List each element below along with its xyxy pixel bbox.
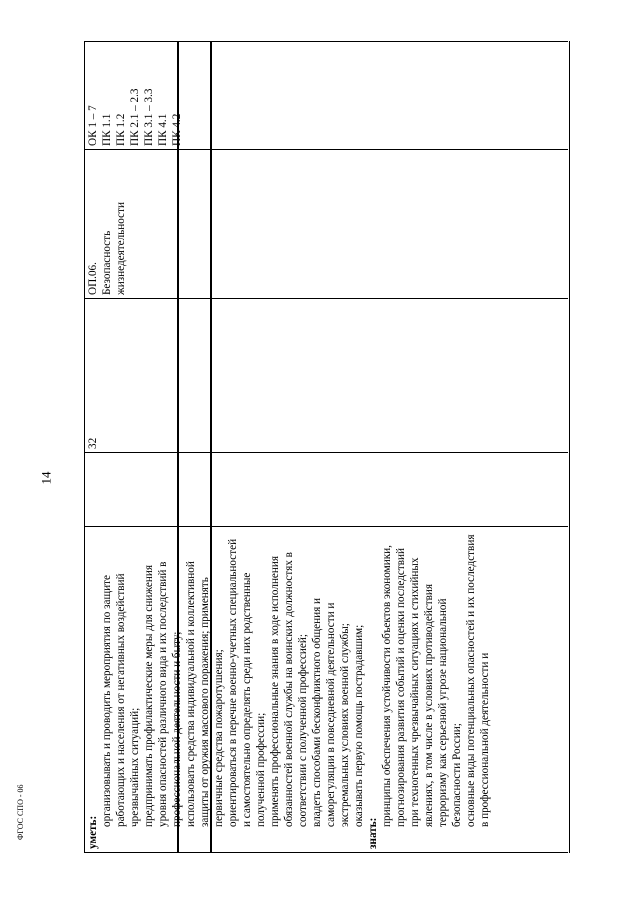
competency-item: ПК 1.2	[115, 113, 127, 146]
skill-item: организовывать и проводить мероприятия по защите работающих и населения от негативных воздействий чрезвычайных ситуаций;	[101, 573, 141, 827]
competency-item: ПК 4.2	[171, 113, 183, 146]
skill-item: использовать средства индивидуальной и коллективной защиты от оружия массового поражения; применять первичные средства пожаротушения;	[185, 561, 225, 827]
footer-code: ФГОС СПО - 06	[16, 784, 25, 840]
skill-item: оказывать первую помощь пострадавшим;	[353, 624, 365, 827]
knowledge-heading: знать:	[367, 817, 379, 849]
skill-item: владеть способами бесконфликтного общения и саморегуляции в повседневной деятельности и экстремальных условиях военной службы;	[311, 597, 351, 827]
competency-item: ПК 1.1	[101, 113, 113, 146]
discipline-cell	[86, 150, 128, 295]
discipline-code: ОП.06.	[87, 262, 99, 295]
skills-heading: уметь:	[87, 815, 99, 849]
skill-item: применять профессиональные знания в ходе исполнения обязанностей военной службы на воинских должностях в соответствии с полученной профессией;	[269, 552, 309, 827]
hours-cell: 32	[87, 437, 99, 449]
competency-item: ОК 1 – 7	[87, 105, 99, 146]
skills-knowledge-cell	[86, 533, 566, 849]
skill-item: предпринимать профилактические меры для снижения уровня опасностей различного вида и их последствий в профессиональной деятельности и быту;	[143, 561, 183, 827]
skill-item: ориентироваться в перечне военно-учетных специальностей и самостоятельно определять среди них родственные полученной профессии;	[227, 538, 267, 827]
page-number: 14	[38, 471, 54, 485]
competency-item: ПК 3.1 – 3.3	[143, 88, 155, 146]
discipline-name: Безопасность жизнедеятельности	[101, 202, 127, 295]
knowledge-item: основные виды потенциальных опасностей и их последствия в профессиональной деятельности и	[465, 534, 491, 827]
competency-item: ПК 2.1 – 2.3	[129, 88, 141, 146]
competency-table	[84, 41, 568, 853]
competencies-cell	[86, 46, 184, 146]
knowledge-item: принципы обеспечения устойчивости объектов экономики, прогнозирования развития событий и оценки последствий при техногенных чрезвычайных ситуациях и стихийных явлениях, в том числе в условиях противодействия терроризму как серьезной угрозе национальной безопасности России;	[381, 545, 463, 827]
competency-item: ПК 4.1	[157, 113, 169, 146]
